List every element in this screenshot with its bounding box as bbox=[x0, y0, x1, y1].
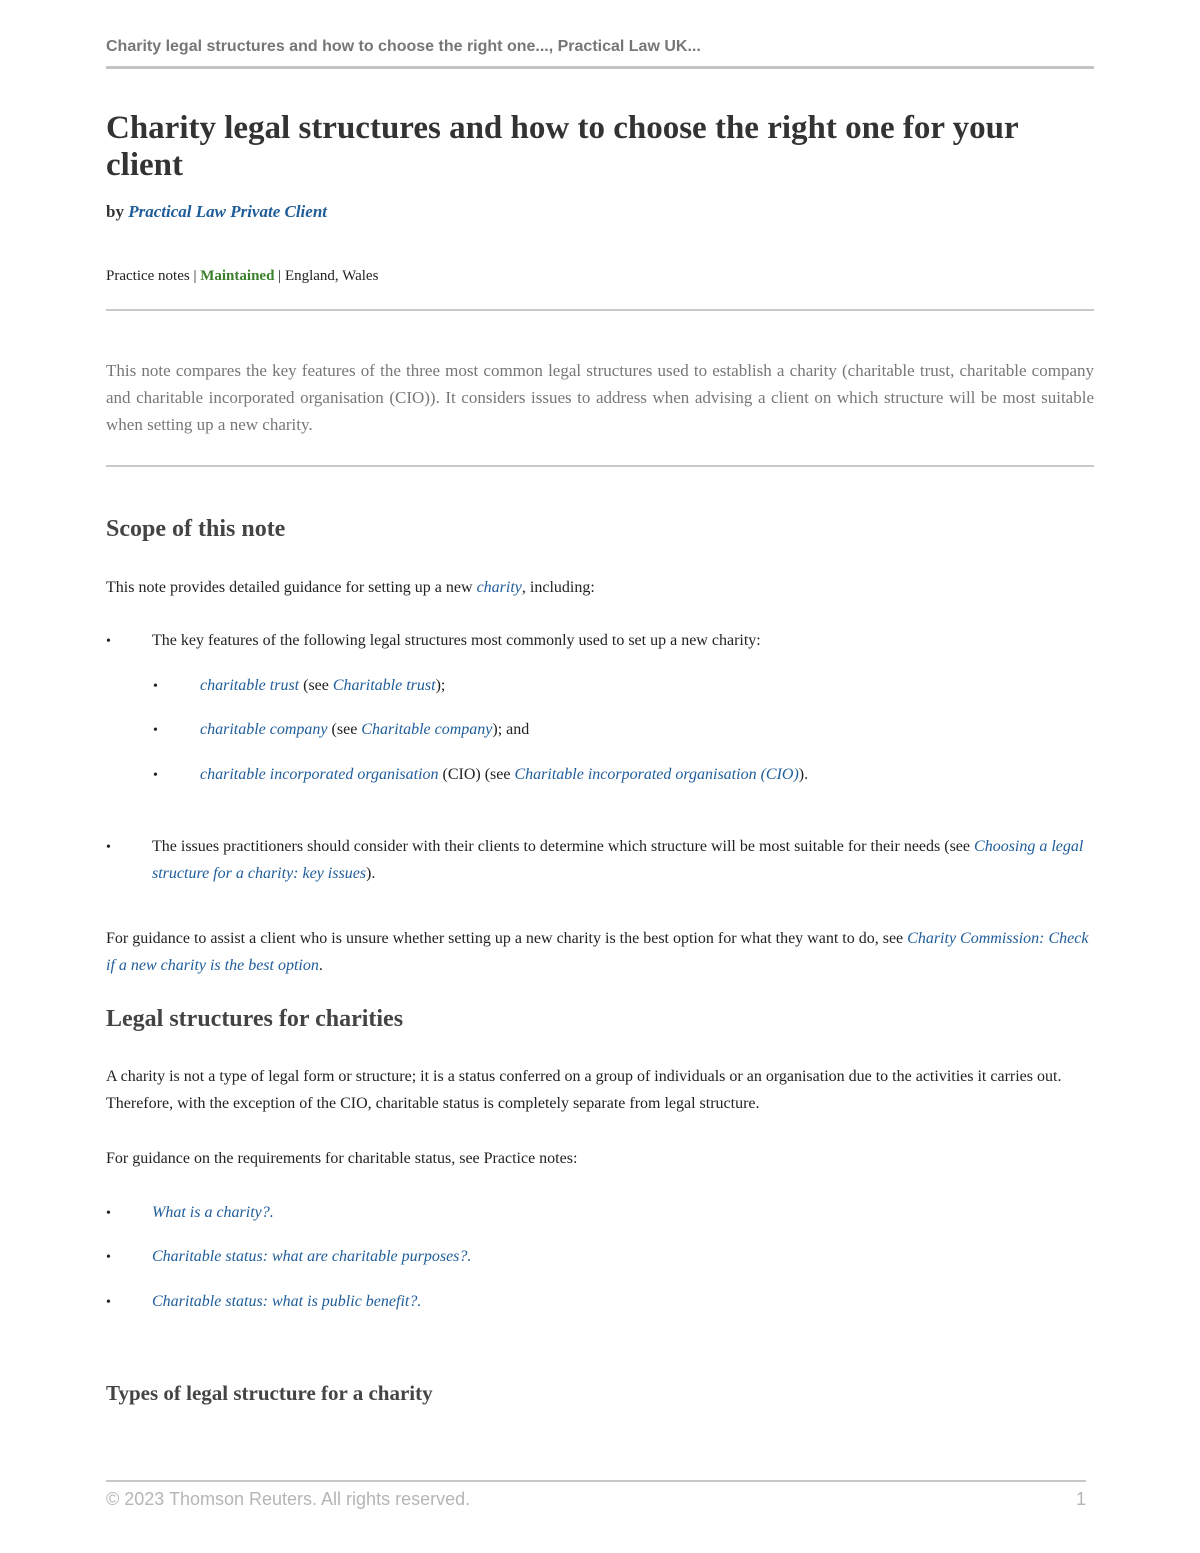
footer-copyright: © 2023 Thomson Reuters. All rights reserved. bbox=[106, 1489, 471, 1509]
byline bbox=[106, 202, 327, 222]
charity-commission-link[interactable]: Charity Commission: Check if a new charity is the best option bbox=[106, 930, 1089, 974]
abstract: This note compares the key features of the three most common legal structures used to establish a charity (charitable trust, charitable company and charitable incorporated organisation (CIO)). It considers issues to address when advising a client on which structure will be most suitable when setting up a new charity. bbox=[106, 361, 1094, 434]
legal-paragraph: A charity is not a type of legal form or structure; it is a status conferred on a group of individuals or an organisation due to the activities it carries out. Therefore, with the exception of the CIO, charitable status is completely separate from legal structure. bbox=[106, 1068, 1062, 1112]
bullet-icon: • bbox=[106, 840, 111, 855]
public-benefit-link[interactable]: Charitable status: what is public benefit?. bbox=[152, 1293, 422, 1310]
subsection-heading-types: Types of legal structure for a charity bbox=[106, 1381, 433, 1405]
list-item: The key features of the following legal structures most commonly used to set up a new charity: bbox=[152, 632, 761, 649]
choosing-structure-xref[interactable]: Choosing a legal structure for a charity: key issues bbox=[152, 838, 1084, 882]
divider bbox=[106, 465, 1094, 467]
guidance-paragraph: For guidance to assist a client who is unsure whether setting up a new charity is the best option for what they want to do, see Charity Commission: Check if a new charity is the best option. bbox=[106, 930, 1089, 974]
charity-link[interactable]: charity bbox=[476, 579, 522, 596]
meta-separator: | bbox=[278, 268, 282, 284]
by-prefix: by bbox=[106, 202, 124, 221]
bullet-icon: • bbox=[153, 679, 158, 694]
list-item: charitable trust (see Charitable trust); bbox=[200, 677, 446, 694]
author-link[interactable]: Practical Law Private Client bbox=[128, 202, 327, 221]
list-item: charitable incorporated organisation (CIO) (see Charitable incorporated organisation (CIO)). bbox=[200, 766, 809, 783]
footer-divider bbox=[106, 1480, 1086, 1482]
bullet-icon: • bbox=[106, 634, 111, 649]
list-item: The issues practitioners should consider with their clients to determine which structure will be most suitable for their needs (see Choosing a legal structure for a charity: key issues). bbox=[152, 838, 1084, 882]
bullet-icon: • bbox=[106, 1250, 111, 1265]
page-number: 1 bbox=[1076, 1489, 1087, 1509]
section-heading-legal-structures: Legal structures for charities bbox=[106, 1006, 404, 1032]
divider bbox=[106, 309, 1094, 311]
bullet-icon: • bbox=[106, 1206, 111, 1221]
what-is-a-charity-link[interactable]: What is a charity?. bbox=[152, 1204, 274, 1221]
charitable-purposes-link[interactable]: Charitable status: what are charitable purposes?. bbox=[152, 1248, 472, 1265]
bullet-icon: • bbox=[153, 723, 158, 738]
cio-xref[interactable]: Charitable incorporated organisation (CIO) bbox=[514, 766, 799, 783]
running-header: Charity legal structures and how to choose the right one..., Practical Law UK... bbox=[106, 38, 1094, 69]
meta-separator: | bbox=[193, 268, 197, 284]
practice-notes-intro: For guidance on the requirements for charitable status, see Practice notes: bbox=[106, 1150, 578, 1167]
meta-jurisdiction: England, Wales bbox=[284, 268, 379, 284]
cio-link[interactable]: charitable incorporated organisation bbox=[200, 766, 439, 783]
bullet-icon: • bbox=[106, 1295, 111, 1310]
list-item: charitable company (see Charitable company); and bbox=[200, 721, 530, 738]
charitable-company-xref[interactable]: Charitable company bbox=[361, 721, 493, 738]
meta-type: Practice notes bbox=[106, 268, 190, 284]
charitable-company-link[interactable]: charitable company bbox=[200, 721, 328, 738]
scope-intro: This note provides detailed guidance for setting up a new charity, including: bbox=[106, 579, 595, 596]
document-title: Charity legal structures and how to choose the right one for your client bbox=[106, 110, 1019, 183]
document-meta bbox=[106, 268, 378, 285]
bullet-icon: • bbox=[153, 768, 158, 783]
section-heading-scope: Scope of this note bbox=[106, 516, 286, 542]
charitable-trust-link[interactable]: charitable trust bbox=[200, 677, 300, 694]
charitable-trust-xref[interactable]: Charitable trust bbox=[332, 677, 436, 694]
meta-status: Maintained bbox=[200, 268, 275, 284]
